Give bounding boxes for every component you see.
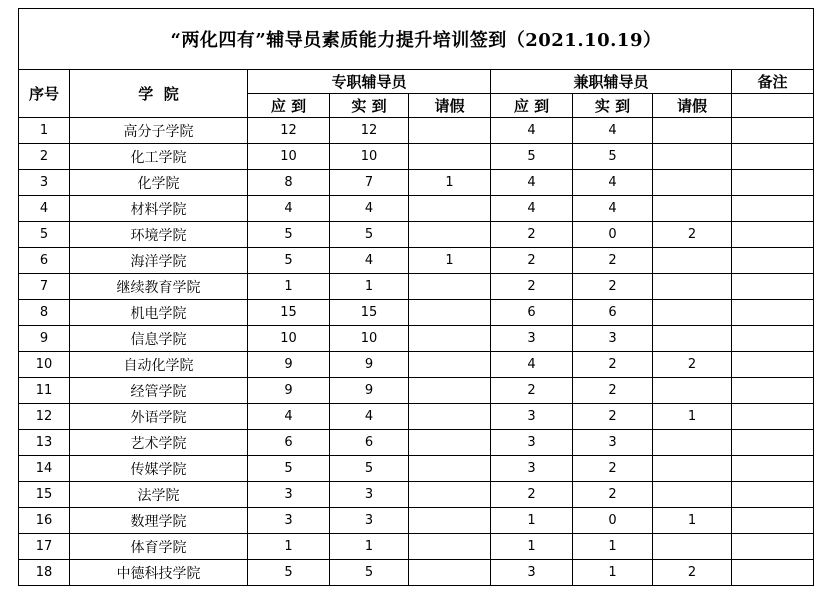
cell-pt-leave: 2 xyxy=(653,560,732,586)
cell-ft-actual: 5 xyxy=(330,456,409,482)
cell-pt-actual: 5 xyxy=(573,144,653,170)
table-row xyxy=(19,326,814,352)
cell-pt-leave xyxy=(653,248,732,274)
cell-college: 艺术学院 xyxy=(70,430,248,456)
cell-remark xyxy=(732,118,814,144)
cell-pt-expected: 3 xyxy=(491,430,573,456)
table-row xyxy=(19,170,814,196)
cell-remark xyxy=(732,404,814,430)
cell-index: 14 xyxy=(19,456,70,482)
cell-pt-actual: 2 xyxy=(573,482,653,508)
table-row xyxy=(19,196,814,222)
cell-college: 化学院 xyxy=(70,170,248,196)
table-row xyxy=(19,118,814,144)
cell-remark xyxy=(732,274,814,300)
cell-ft-expected: 12 xyxy=(248,118,330,144)
table-row xyxy=(19,508,814,534)
cell-college: 数理学院 xyxy=(70,508,248,534)
cell-index: 8 xyxy=(19,300,70,326)
cell-index: 10 xyxy=(19,352,70,378)
cell-ft-leave xyxy=(409,456,491,482)
cell-ft-expected: 5 xyxy=(248,222,330,248)
header-fulltime-counselors: 专职辅导员 xyxy=(248,70,491,94)
cell-pt-leave xyxy=(653,118,732,144)
cell-remark xyxy=(732,326,814,352)
cell-pt-expected: 2 xyxy=(491,222,573,248)
cell-remark xyxy=(732,430,814,456)
cell-index: 18 xyxy=(19,560,70,586)
table-row xyxy=(19,300,814,326)
cell-ft-leave xyxy=(409,430,491,456)
cell-ft-expected: 15 xyxy=(248,300,330,326)
cell-remark xyxy=(732,534,814,560)
cell-college: 体育学院 xyxy=(70,534,248,560)
cell-college: 海洋学院 xyxy=(70,248,248,274)
cell-pt-actual: 1 xyxy=(573,534,653,560)
cell-pt-expected: 2 xyxy=(491,482,573,508)
header-pt-actual: 实 到 xyxy=(573,94,653,118)
cell-ft-expected: 5 xyxy=(248,248,330,274)
cell-remark xyxy=(732,352,814,378)
cell-pt-actual: 2 xyxy=(573,378,653,404)
cell-pt-actual: 6 xyxy=(573,300,653,326)
cell-remark xyxy=(732,144,814,170)
cell-ft-actual: 7 xyxy=(330,170,409,196)
cell-ft-leave xyxy=(409,222,491,248)
cell-pt-actual: 2 xyxy=(573,404,653,430)
cell-ft-actual: 1 xyxy=(330,274,409,300)
cell-pt-actual: 1 xyxy=(573,560,653,586)
cell-ft-leave xyxy=(409,352,491,378)
sheet-title: “两化四有”辅导员素质能力提升培训签到（2021.10.19） xyxy=(19,9,814,70)
cell-remark xyxy=(732,560,814,586)
cell-index: 11 xyxy=(19,378,70,404)
cell-remark xyxy=(732,456,814,482)
cell-pt-expected: 3 xyxy=(491,456,573,482)
cell-ft-actual: 4 xyxy=(330,404,409,430)
cell-college: 机电学院 xyxy=(70,300,248,326)
cell-ft-expected: 10 xyxy=(248,144,330,170)
header-college: 学 院 xyxy=(70,70,248,118)
cell-pt-expected: 3 xyxy=(491,560,573,586)
cell-remark xyxy=(732,508,814,534)
cell-pt-actual: 4 xyxy=(573,196,653,222)
cell-ft-actual: 15 xyxy=(330,300,409,326)
cell-ft-expected: 1 xyxy=(248,534,330,560)
cell-pt-leave xyxy=(653,430,732,456)
table-row xyxy=(19,274,814,300)
cell-ft-actual: 10 xyxy=(330,326,409,352)
cell-pt-leave xyxy=(653,196,732,222)
cell-remark xyxy=(732,300,814,326)
cell-ft-expected: 3 xyxy=(248,508,330,534)
cell-college: 经管学院 xyxy=(70,378,248,404)
cell-index: 9 xyxy=(19,326,70,352)
header-pt-expected: 应 到 xyxy=(491,94,573,118)
cell-ft-actual: 1 xyxy=(330,534,409,560)
cell-pt-actual: 3 xyxy=(573,430,653,456)
cell-pt-leave: 1 xyxy=(653,404,732,430)
cell-college: 继续教育学院 xyxy=(70,274,248,300)
cell-ft-expected: 10 xyxy=(248,326,330,352)
cell-pt-leave xyxy=(653,326,732,352)
cell-pt-expected: 4 xyxy=(491,170,573,196)
cell-remark xyxy=(732,170,814,196)
cell-ft-expected: 4 xyxy=(248,196,330,222)
cell-college: 化工学院 xyxy=(70,144,248,170)
cell-index: 6 xyxy=(19,248,70,274)
cell-ft-expected: 9 xyxy=(248,352,330,378)
cell-college: 信息学院 xyxy=(70,326,248,352)
cell-index: 3 xyxy=(19,170,70,196)
table-row xyxy=(19,534,814,560)
cell-college: 法学院 xyxy=(70,482,248,508)
table-row xyxy=(19,430,814,456)
cell-pt-expected: 4 xyxy=(491,118,573,144)
cell-ft-actual: 12 xyxy=(330,118,409,144)
cell-pt-expected: 6 xyxy=(491,300,573,326)
cell-ft-expected: 4 xyxy=(248,404,330,430)
cell-remark xyxy=(732,196,814,222)
cell-index: 17 xyxy=(19,534,70,560)
cell-ft-leave xyxy=(409,508,491,534)
cell-pt-leave xyxy=(653,274,732,300)
cell-college: 高分子学院 xyxy=(70,118,248,144)
cell-ft-actual: 3 xyxy=(330,482,409,508)
cell-college: 材料学院 xyxy=(70,196,248,222)
cell-college: 外语学院 xyxy=(70,404,248,430)
cell-pt-leave: 2 xyxy=(653,222,732,248)
cell-pt-expected: 2 xyxy=(491,248,573,274)
cell-ft-expected: 5 xyxy=(248,560,330,586)
cell-ft-expected: 3 xyxy=(248,482,330,508)
cell-index: 2 xyxy=(19,144,70,170)
cell-ft-leave xyxy=(409,482,491,508)
cell-pt-expected: 4 xyxy=(491,196,573,222)
cell-pt-leave xyxy=(653,170,732,196)
cell-ft-actual: 4 xyxy=(330,196,409,222)
cell-ft-leave xyxy=(409,300,491,326)
table-row xyxy=(19,482,814,508)
cell-ft-leave xyxy=(409,560,491,586)
cell-ft-leave xyxy=(409,534,491,560)
cell-pt-actual: 0 xyxy=(573,508,653,534)
cell-ft-expected: 1 xyxy=(248,274,330,300)
cell-remark xyxy=(732,248,814,274)
header-remark-blank xyxy=(732,94,814,118)
cell-pt-leave xyxy=(653,378,732,404)
cell-pt-leave xyxy=(653,144,732,170)
cell-pt-leave xyxy=(653,456,732,482)
table-row xyxy=(19,248,814,274)
cell-ft-actual: 10 xyxy=(330,144,409,170)
header-pt-leave: 请假 xyxy=(653,94,732,118)
cell-ft-leave xyxy=(409,118,491,144)
cell-index: 16 xyxy=(19,508,70,534)
cell-index: 15 xyxy=(19,482,70,508)
cell-pt-actual: 3 xyxy=(573,326,653,352)
cell-pt-expected: 3 xyxy=(491,326,573,352)
cell-index: 7 xyxy=(19,274,70,300)
cell-college: 环境学院 xyxy=(70,222,248,248)
cell-pt-expected: 2 xyxy=(491,378,573,404)
cell-ft-leave xyxy=(409,378,491,404)
header-ft-expected: 应 到 xyxy=(248,94,330,118)
cell-ft-leave xyxy=(409,144,491,170)
table-row xyxy=(19,560,814,586)
header-index: 序号 xyxy=(19,70,70,118)
cell-college: 自动化学院 xyxy=(70,352,248,378)
cell-index: 5 xyxy=(19,222,70,248)
cell-pt-expected: 5 xyxy=(491,144,573,170)
sign-in-table xyxy=(18,8,814,586)
cell-ft-actual: 6 xyxy=(330,430,409,456)
cell-college: 传媒学院 xyxy=(70,456,248,482)
cell-ft-leave xyxy=(409,404,491,430)
table-row xyxy=(19,352,814,378)
cell-ft-actual: 9 xyxy=(330,352,409,378)
header-ft-actual: 实 到 xyxy=(330,94,409,118)
cell-index: 13 xyxy=(19,430,70,456)
cell-index: 4 xyxy=(19,196,70,222)
table-body xyxy=(19,118,814,586)
cell-ft-leave xyxy=(409,196,491,222)
cell-pt-actual: 2 xyxy=(573,456,653,482)
table-row xyxy=(19,144,814,170)
cell-pt-leave: 2 xyxy=(653,352,732,378)
cell-ft-actual: 5 xyxy=(330,560,409,586)
table-row xyxy=(19,222,814,248)
cell-ft-leave: 1 xyxy=(409,248,491,274)
cell-pt-actual: 2 xyxy=(573,274,653,300)
cell-pt-leave xyxy=(653,534,732,560)
header-parttime-counselors: 兼职辅导员 xyxy=(491,70,732,94)
cell-remark xyxy=(732,222,814,248)
cell-ft-leave xyxy=(409,326,491,352)
cell-pt-expected: 1 xyxy=(491,508,573,534)
cell-ft-leave xyxy=(409,274,491,300)
cell-pt-leave xyxy=(653,482,732,508)
cell-pt-actual: 2 xyxy=(573,352,653,378)
cell-pt-expected: 1 xyxy=(491,534,573,560)
table-row xyxy=(19,378,814,404)
cell-ft-expected: 6 xyxy=(248,430,330,456)
cell-pt-expected: 3 xyxy=(491,404,573,430)
cell-ft-expected: 5 xyxy=(248,456,330,482)
cell-pt-actual: 4 xyxy=(573,118,653,144)
cell-pt-expected: 2 xyxy=(491,274,573,300)
header-ft-leave: 请假 xyxy=(409,94,491,118)
cell-college: 中德科技学院 xyxy=(70,560,248,586)
cell-pt-actual: 2 xyxy=(573,248,653,274)
cell-ft-actual: 9 xyxy=(330,378,409,404)
cell-remark xyxy=(732,378,814,404)
table-row xyxy=(19,404,814,430)
cell-ft-actual: 5 xyxy=(330,222,409,248)
cell-ft-actual: 4 xyxy=(330,248,409,274)
cell-index: 12 xyxy=(19,404,70,430)
cell-pt-leave xyxy=(653,300,732,326)
cell-pt-actual: 0 xyxy=(573,222,653,248)
table-row xyxy=(19,456,814,482)
cell-pt-leave: 1 xyxy=(653,508,732,534)
cell-ft-expected: 8 xyxy=(248,170,330,196)
cell-index: 1 xyxy=(19,118,70,144)
cell-ft-leave: 1 xyxy=(409,170,491,196)
cell-pt-actual: 4 xyxy=(573,170,653,196)
cell-remark xyxy=(732,482,814,508)
header-remark: 备注 xyxy=(732,70,814,94)
cell-ft-actual: 3 xyxy=(330,508,409,534)
cell-ft-expected: 9 xyxy=(248,378,330,404)
cell-pt-expected: 4 xyxy=(491,352,573,378)
